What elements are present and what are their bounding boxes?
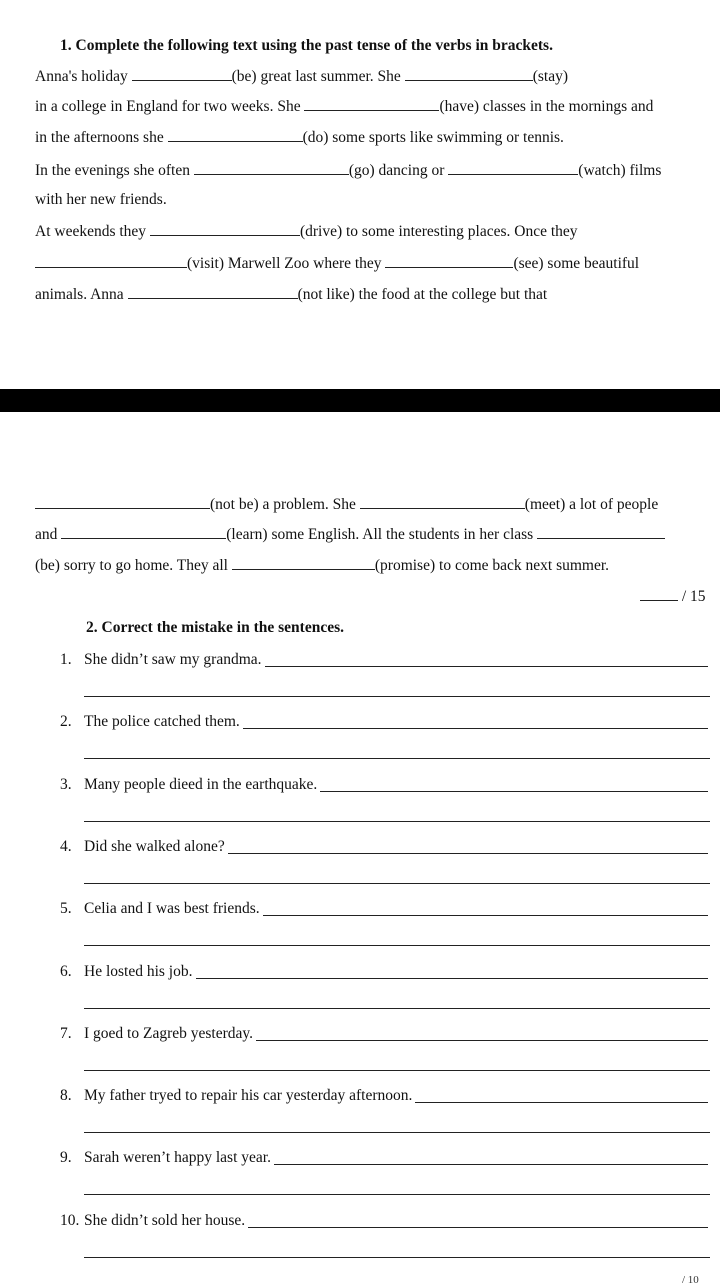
sentence-text: The police catched them. — [84, 713, 240, 730]
text-line-3 — [35, 127, 564, 148]
sentence-text: Sarah weren’t happy last year. — [84, 1149, 271, 1166]
sentence-item — [60, 1086, 412, 1106]
answer-blank[interactable] — [35, 253, 187, 268]
text-line-1 — [35, 66, 568, 87]
sentence-item — [60, 1024, 253, 1044]
sentence-text: Many people dieed in the earthquake. — [84, 776, 318, 793]
line-text: (watch) films — [578, 162, 662, 179]
line-text: At weekends they — [35, 223, 147, 240]
sentence-number: 3. — [60, 776, 72, 793]
answer-line[interactable] — [84, 883, 710, 884]
answer-blank[interactable] — [448, 160, 578, 175]
score-box — [640, 586, 706, 607]
sentence-item — [60, 650, 262, 670]
answer-line[interactable] — [84, 696, 710, 697]
answer-line[interactable] — [415, 1102, 708, 1103]
text-line-5 — [35, 190, 167, 210]
answer-blank[interactable] — [194, 160, 349, 175]
answer-line[interactable] — [84, 1070, 710, 1071]
answer-line[interactable] — [196, 978, 708, 979]
answer-blank[interactable] — [537, 524, 665, 539]
redaction-bar — [0, 389, 720, 412]
answer-blank[interactable] — [405, 66, 533, 81]
text-line-10 — [35, 524, 665, 545]
text-line-2 — [35, 96, 653, 117]
sentence-number: 10. — [60, 1212, 80, 1229]
sentence-text: I goed to Zagreb yesterday. — [84, 1025, 253, 1042]
sentence-number: 4. — [60, 838, 72, 855]
page-footer-fragment: / 10 — [682, 1274, 699, 1286]
line-text: (stay) — [532, 68, 568, 85]
answer-blank[interactable] — [168, 127, 303, 142]
answer-blank[interactable] — [132, 66, 232, 81]
sentence-number: 1. — [60, 651, 72, 668]
answer-blank[interactable] — [128, 284, 298, 299]
sentence-item — [60, 837, 225, 857]
sentence-item — [60, 775, 317, 795]
sentence-text: She didn’t saw my grandma. — [84, 651, 262, 668]
answer-line[interactable] — [256, 1040, 708, 1041]
sentence-item — [60, 962, 193, 982]
sentence-number: 9. — [60, 1149, 72, 1166]
sentence-text: Celia and I was best friends. — [84, 900, 260, 917]
sentence-item — [60, 1148, 271, 1168]
line-text: (go) dancing or — [348, 162, 445, 179]
line-text: Anna's holiday — [35, 68, 128, 85]
sentence-item — [60, 1211, 245, 1231]
answer-blank[interactable] — [232, 555, 375, 570]
line-text: (not like) the food at the college but that — [297, 286, 548, 303]
sentence-text: My father tryed to repair his car yesterday afternoon. — [84, 1087, 413, 1104]
exercise-1-heading: 1. Complete the following text using the past tense of the verbs in brackets. — [60, 37, 553, 54]
line-text: (drive) to some interesting places. Once they — [299, 223, 578, 240]
sentence-number: 6. — [60, 963, 72, 980]
sentence-number: 2. — [60, 713, 72, 730]
line-text: (have) classes in the mornings and — [439, 98, 654, 115]
answer-line[interactable] — [228, 853, 708, 854]
line-text: (be) great last summer. She — [231, 68, 401, 85]
line-text: (see) some beautiful — [513, 255, 640, 272]
answer-blank[interactable] — [35, 494, 210, 509]
text-line-4 — [35, 160, 661, 181]
text-line-8 — [35, 284, 547, 305]
answer-line[interactable] — [320, 791, 708, 792]
answer-line[interactable] — [84, 758, 710, 759]
answer-line[interactable] — [84, 1194, 710, 1195]
answer-line[interactable] — [274, 1164, 708, 1165]
sentence-text: Did she walked alone? — [84, 838, 225, 855]
text-line-9 — [35, 494, 658, 515]
answer-blank[interactable] — [61, 524, 226, 539]
line-text: (be) sorry to go home. They all — [35, 557, 228, 574]
answer-line[interactable] — [263, 915, 708, 916]
answer-line[interactable] — [84, 945, 710, 946]
score-blank[interactable] — [640, 586, 678, 601]
line-text: (meet) a lot of people — [524, 496, 659, 513]
answer-blank[interactable] — [150, 221, 300, 236]
answer-line[interactable] — [243, 728, 708, 729]
sentence-number: 8. — [60, 1087, 72, 1104]
text-line-6 — [35, 221, 578, 242]
line-text: In the evenings she often — [35, 162, 190, 179]
line-text: (promise) to come back next summer. — [374, 557, 610, 574]
answer-blank[interactable] — [385, 253, 513, 268]
line-text: (not be) a problem. She — [210, 496, 356, 513]
sentence-item — [60, 899, 260, 919]
line-text: animals. Anna — [35, 286, 124, 303]
answer-line[interactable] — [84, 821, 710, 822]
line-text: in the afternoons she — [35, 129, 164, 146]
answer-blank[interactable] — [304, 96, 439, 111]
exercise-2-heading: 2. Correct the mistake in the sentences. — [86, 619, 344, 636]
text-line-7 — [35, 253, 639, 274]
answer-line[interactable] — [248, 1227, 708, 1228]
line-text: (do) some sports like swimming or tennis. — [302, 129, 564, 146]
line-text: (learn) some English. All the students in her class — [226, 526, 534, 543]
line-text: with her new friends. — [35, 191, 167, 208]
sentence-number: 5. — [60, 900, 72, 917]
line-text: in a college in England for two weeks. She — [35, 98, 301, 115]
sentence-text: She didn’t sold her house. — [84, 1212, 246, 1229]
score-total: / 15 — [681, 588, 706, 605]
line-text: (visit) Marwell Zoo where they — [187, 255, 382, 272]
answer-line[interactable] — [84, 1132, 710, 1133]
answer-line[interactable] — [265, 666, 708, 667]
answer-blank[interactable] — [360, 494, 525, 509]
sentence-text: He losted his job. — [84, 963, 193, 980]
sentence-number: 7. — [60, 1025, 72, 1042]
answer-line[interactable] — [84, 1257, 710, 1258]
line-text: and — [35, 526, 58, 543]
text-line-11 — [35, 555, 609, 576]
sentence-item — [60, 712, 240, 732]
answer-line[interactable] — [84, 1008, 710, 1009]
